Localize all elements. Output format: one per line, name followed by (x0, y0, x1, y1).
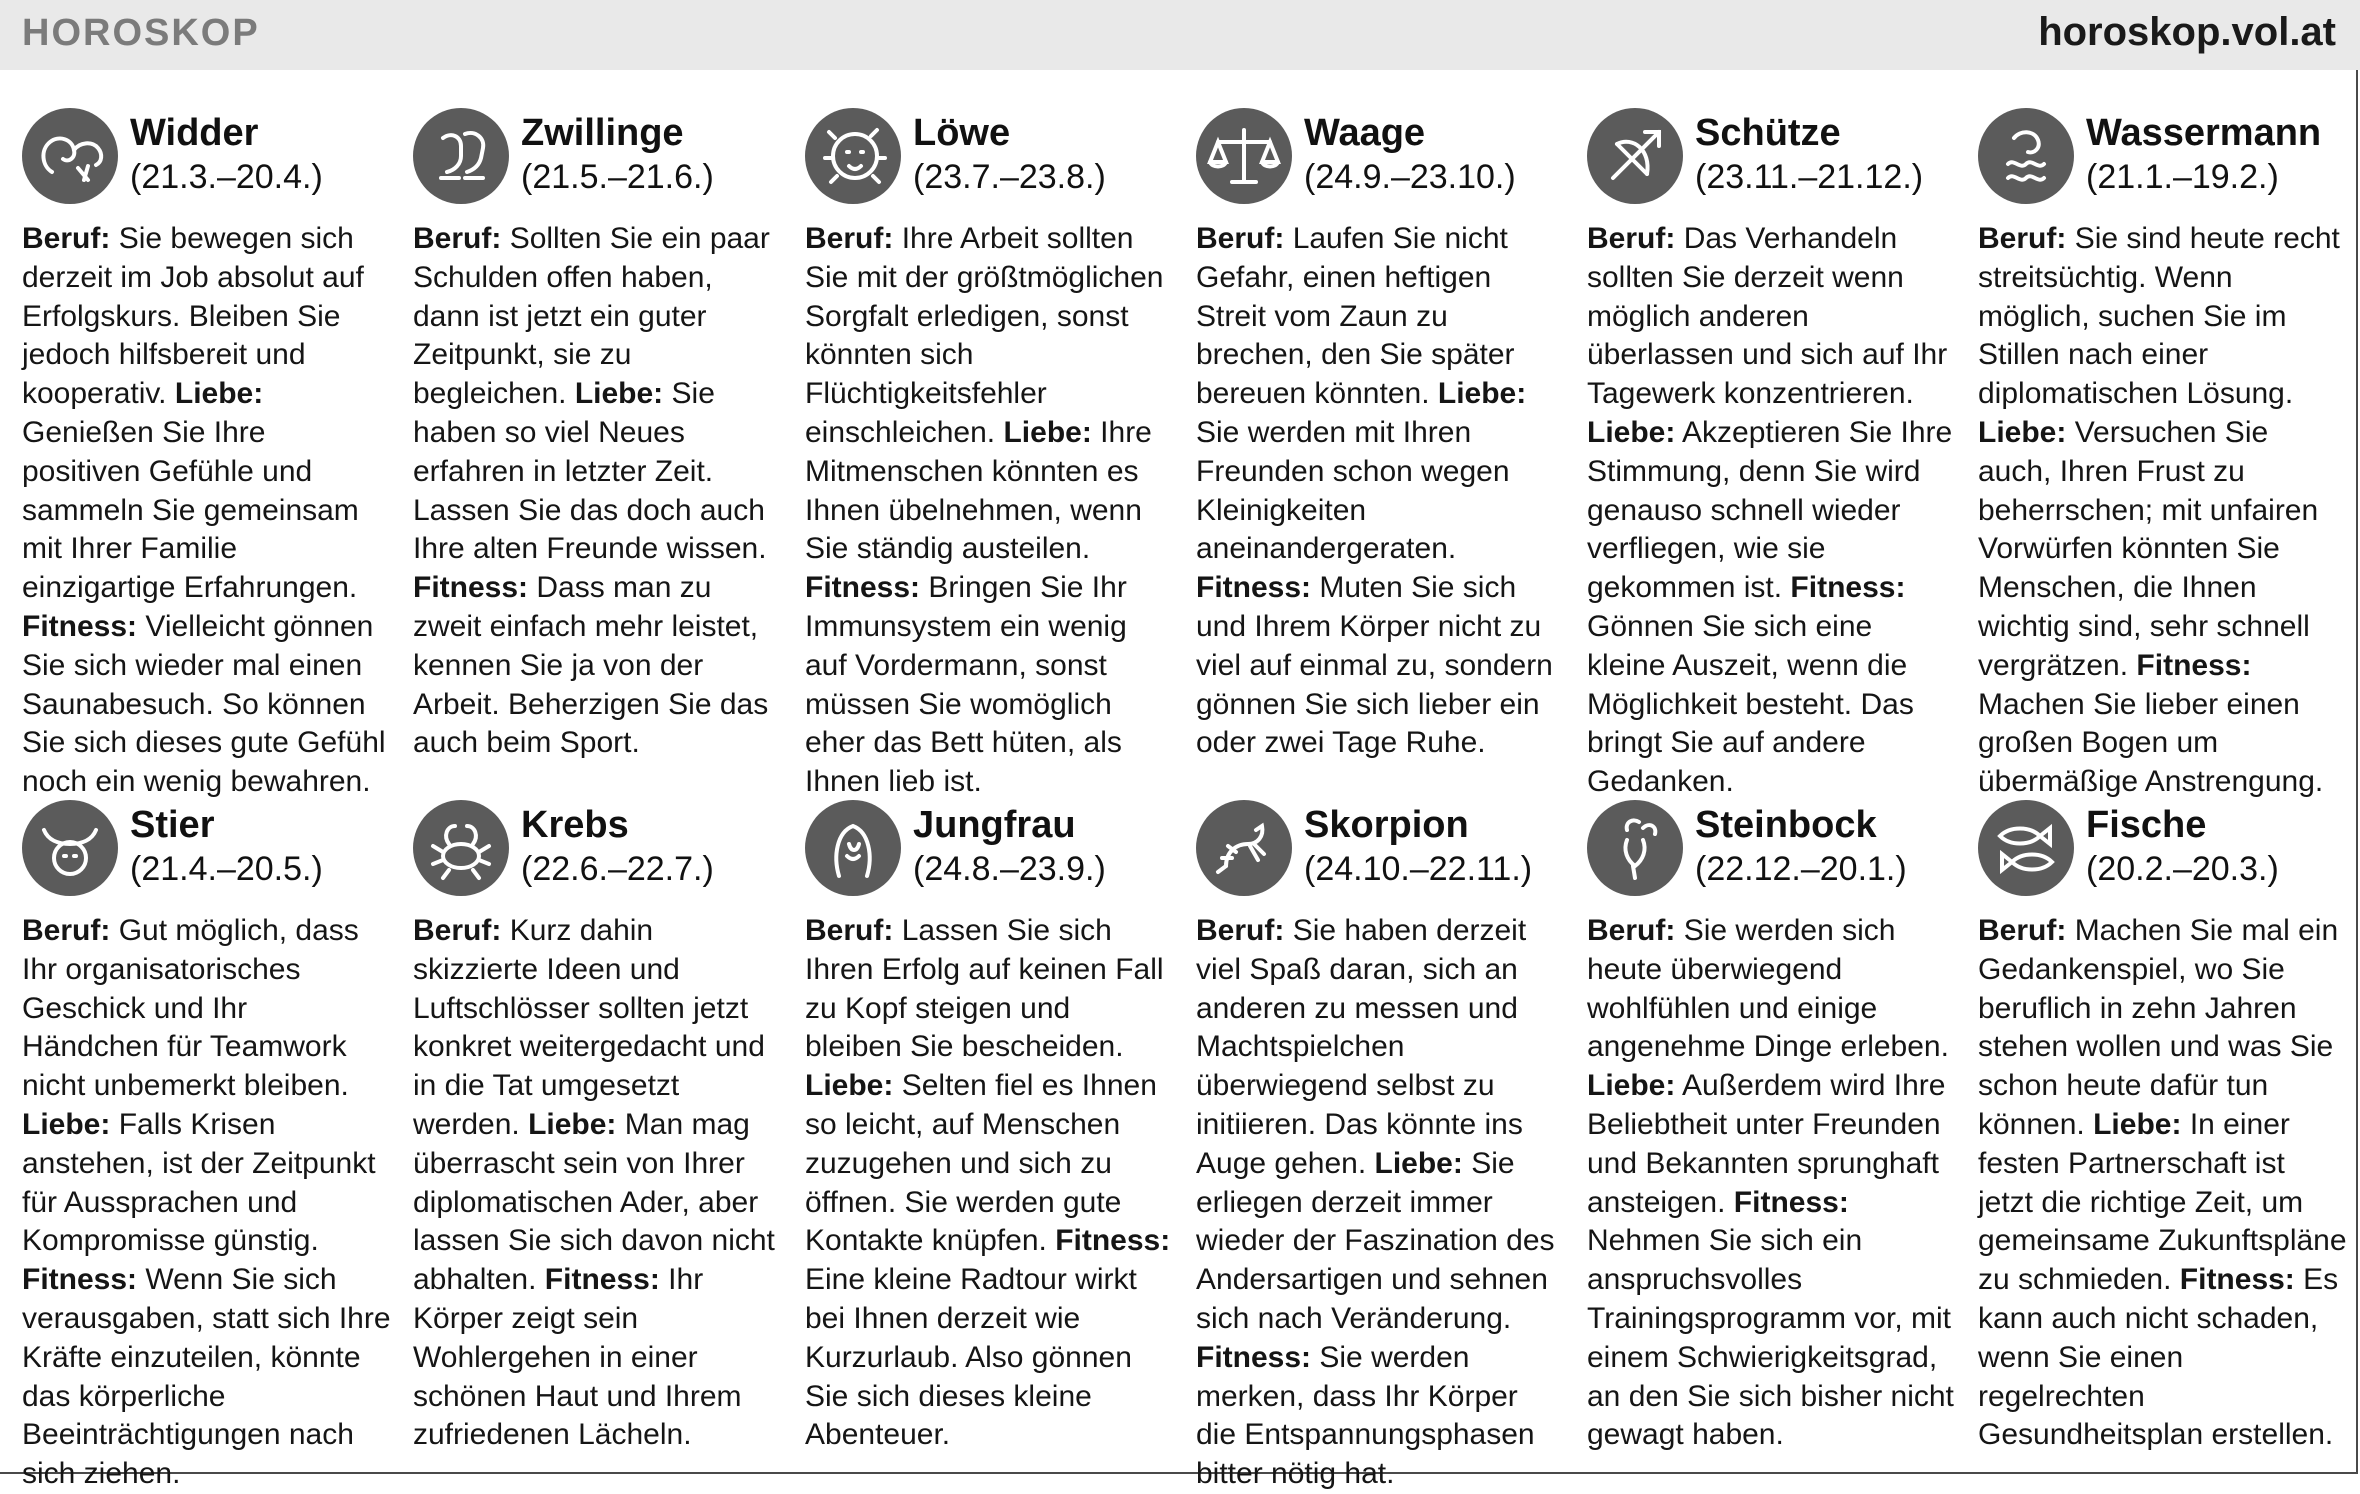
twins-icon (413, 108, 509, 204)
label-beruf: Beruf: (1978, 222, 2067, 255)
sign-text (22, 220, 392, 802)
page-title: HOROSKOP (22, 12, 260, 54)
text-liebe: Falls Krisen anstehen, ist der Zeitpunkt für Aussprachen und Kompromisse günstig. (22, 1107, 376, 1258)
text-fitness: Dass man zu zweit einfach mehr leistet, kennen Sie ja von der Arbeit. Beherzigen Sie das auch beim Sport. (413, 571, 769, 760)
text-beruf: Machen Sie mal ein Gedankenspiel, wo Sie beruflich in zehn Jahren stehen wollen und was Sie schon heute dafür tun können. (1978, 914, 2339, 1141)
sign-card-widder (22, 108, 392, 802)
water-bearer-icon (1978, 108, 2074, 204)
label-liebe: Liebe: (1978, 415, 2067, 449)
text-liebe: Man mag überrascht sein von Ihrer diplomatischen Ader, aber lassen Sie sich davon nicht abhalten. (413, 1107, 775, 1297)
sign-card-zwillinge (413, 108, 783, 763)
label-fitness: Fitness: (2179, 1263, 2295, 1297)
label-beruf: Beruf: (1196, 914, 1285, 947)
sign-dates: (24.9.–23.10.) (1304, 158, 1516, 196)
text-fitness: Sie werden merken, dass Ihr Körper die Entspannungsphasen bitter nötig hat. (1196, 1340, 1535, 1491)
label-fitness: Fitness: (22, 1263, 138, 1297)
scales-icon (1196, 108, 1292, 204)
label-liebe: Liebe: (1587, 415, 1676, 449)
text-beruf: Lassen Sie sich Ihren Erfolg auf keinen Fall zu Kopf steigen und bleiben Sie bescheiden. (805, 914, 1164, 1064)
scorpion-icon (1196, 800, 1292, 896)
sign-text (413, 912, 783, 1455)
text-beruf: Kurz dahin skizzierte Ideen und Luftschlösser sollten jetzt konkret weitergedacht und in die Tat umgesetzt werden. (413, 914, 765, 1141)
label-fitness: Fitness: (1733, 1185, 1849, 1219)
text-liebe: Genießen Sie Ihre positiven Gefühle und sammeln Sie gemeinsam mit Ihrer Familie einzigartige Erfahrungen. (22, 415, 359, 605)
sign-dates: (21.1.–19.2.) (2086, 158, 2279, 196)
sign-name: Steinbock (1695, 804, 1877, 846)
text-fitness: Nehmen Sie sich ein anspruchsvolles Trainingsprogramm vor, mit einem Schwierigkeitsgrad, an den Sie sich bisher nicht gewagt haben. (1587, 1224, 1954, 1452)
sign-text (1978, 912, 2348, 1455)
text-liebe: Versuchen Sie auch, Ihren Frust zu beherrschen; mit unfairen Vorwürfen könnten Sie Menschen, die Ihnen wichtig sind, sehr schnell vergrätzen. (1978, 415, 2319, 682)
label-beruf: Beruf: (1587, 914, 1676, 947)
sign-card-skorpion (1196, 800, 1566, 1494)
label-fitness: Fitness: (1196, 1340, 1312, 1374)
sign-text (805, 912, 1175, 1455)
text-beruf: Gut möglich, dass Ihr organisatorisches Geschick und Ihr Händchen für Teamwork nicht unbemerkt bleiben. (22, 914, 359, 1103)
label-beruf: Beruf: (1978, 914, 2067, 947)
label-liebe: Liebe: (22, 1107, 111, 1141)
text-fitness: Machen Sie lieber einen großen Bogen um übermäßige Anstrengung. (1978, 687, 2324, 799)
label-fitness: Fitness: (805, 571, 921, 605)
sign-card-loewe (805, 108, 1175, 802)
sign-dates: (23.11.–21.12.) (1695, 158, 1924, 196)
sign-text (1587, 912, 1957, 1455)
sign-dates: (20.2.–20.3.) (2086, 850, 2279, 888)
text-liebe: Außerdem wird Ihre Beliebtheit unter Freunden und Bekannten sprunghaft ansteigen. (1587, 1069, 1946, 1219)
lion-icon (805, 108, 901, 204)
sign-name: Löwe (913, 112, 1011, 154)
sign-name: Stier (130, 804, 215, 846)
text-liebe: Sie erliegen derzeit immer wieder der Faszination des Andersartigen und sehnen sich nach Veränderung. (1196, 1146, 1555, 1335)
sign-card-steinbock (1587, 800, 1957, 1455)
text-liebe: Sie werden mit Ihren Freunden schon wegen Kleinigkeiten aneinandergeraten. (1196, 415, 1510, 566)
text-fitness: Vielleicht gönnen Sie sich wieder mal einen Saunabesuch. So können Sie sich dieses gute Gefühl noch ein wenig bewahren. (22, 609, 386, 799)
ram-icon (22, 108, 118, 204)
text-fitness: Wenn Sie sich verausgaben, statt sich Ihre Kräfte einzuteilen, könnte das körperliche Beeinträchtigungen nach sich ziehen. (22, 1263, 391, 1491)
virgin-icon (805, 800, 901, 896)
sign-name: Fische (2086, 804, 2207, 846)
text-liebe: Sie haben so viel Neues erfahren in letzter Zeit. Lassen Sie das doch auch Ihre alten Freunde wissen. (413, 377, 767, 566)
text-beruf: Sollten Sie ein paar Schulden offen haben, dann ist jetzt ein guter Zeitpunkt, sie zu begleichen. (413, 222, 770, 411)
text-fitness: Muten Sie sich und Ihrem Körper nicht zu viel auf einmal zu, sondern gönnen Sie sich lieber ein oder zwei Tage Ruhe. (1196, 571, 1553, 760)
sign-dates: (23.7.–23.8.) (913, 158, 1106, 196)
sign-text (1978, 220, 2348, 802)
label-beruf: Beruf: (22, 222, 111, 255)
label-liebe: Liebe: (1374, 1146, 1463, 1180)
sign-dates: (21.3.–20.4.) (130, 158, 323, 196)
label-liebe: Liebe: (174, 377, 264, 411)
sign-text (805, 220, 1175, 802)
label-liebe: Liebe: (528, 1107, 617, 1141)
label-liebe: Liebe: (1003, 415, 1092, 449)
text-beruf: Sie haben derzeit viel Spaß daran, sich an anderen zu messen und Machtspielchen überwiegend selbst zu initiieren. Das könnte ins Auge gehen. (1196, 914, 1527, 1180)
label-beruf: Beruf: (1196, 222, 1285, 255)
label-liebe: Liebe: (1437, 377, 1527, 411)
text-beruf: Sie bewegen sich derzeit im Job absolut auf Erfolgskurs. Bleiben Sie jedoch hilfsbereit und kooperativ. (22, 222, 364, 411)
sign-text (1196, 220, 1566, 763)
label-fitness: Fitness: (22, 609, 138, 643)
text-beruf: Das Verhandeln sollten Sie derzeit wenn möglich anderen überlassen und sich auf Ihr Tagewerk konzentrieren. (1587, 222, 1948, 411)
sign-card-wassermann (1978, 108, 2348, 802)
label-beruf: Beruf: (805, 914, 894, 947)
sign-dates: (24.8.–23.9.) (913, 850, 1106, 888)
sign-dates: (21.4.–20.5.) (130, 850, 323, 888)
text-fitness: Eine kleine Radtour wirkt bei Ihnen derzeit wie Kurzurlaub. Also gönnen Sie sich dieses kleine Abenteuer. (805, 1263, 1137, 1452)
sign-dates: (24.10.–22.11.) (1304, 850, 1533, 888)
sign-dates: (21.5.–21.6.) (521, 158, 714, 196)
sign-text (413, 220, 783, 763)
text-liebe: Ihre Mitmenschen könnten es Ihnen übelnehmen, wenn Sie ständig austeilen. (805, 415, 1152, 566)
fish-icon (1978, 800, 2074, 896)
sign-dates: (22.12.–20.1.) (1695, 850, 1907, 888)
sign-text (1196, 912, 1566, 1494)
bull-icon (22, 800, 118, 896)
label-fitness: Fitness: (1055, 1224, 1171, 1258)
label-liebe: Liebe: (574, 377, 664, 411)
text-beruf: Sie werden sich heute überwiegend wohlfühlen und einige angenehme Dinge erleben. (1587, 914, 1949, 1064)
sign-text (22, 912, 392, 1494)
label-beruf: Beruf: (413, 914, 502, 947)
sign-card-stier (22, 800, 392, 1494)
sign-dates: (22.6.–22.7.) (521, 850, 714, 888)
label-fitness: Fitness: (1196, 571, 1312, 605)
site-link[interactable]: horoskop.vol.at (2038, 10, 2336, 54)
text-fitness: Bringen Sie Ihr Immunsystem ein wenig auf Vordermann, sonst müssen Sie womöglich eher das Bett hüten, als Ihnen lieb ist. (805, 571, 1127, 799)
sign-name: Zwillinge (521, 112, 684, 154)
sign-name: Waage (1304, 112, 1426, 154)
text-beruf: Sie sind heute recht streitsüchtig. Wenn möglich, suchen Sie im Stillen nach einer diplomatischen Lösung. (1978, 222, 2340, 411)
label-liebe: Liebe: (2093, 1107, 2182, 1141)
sign-name: Skorpion (1304, 804, 1469, 846)
archer-icon (1587, 108, 1683, 204)
crab-icon (413, 800, 509, 896)
label-beruf: Beruf: (805, 222, 894, 255)
label-fitness: Fitness: (544, 1263, 660, 1297)
label-liebe: Liebe: (805, 1069, 894, 1103)
label-beruf: Beruf: (413, 222, 502, 255)
label-beruf: Beruf: (1587, 222, 1676, 255)
label-fitness: Fitness: (413, 571, 529, 605)
sign-name: Jungfrau (913, 804, 1076, 846)
sign-card-fische (1978, 800, 2348, 1455)
text-fitness: Ihr Körper zeigt sein Wohlergehen in einer schönen Haut und Ihrem zufriedenen Lächeln. (413, 1263, 742, 1452)
label-fitness: Fitness: (1790, 571, 1906, 605)
text-fitness: Gönnen Sie sich eine kleine Auszeit, wenn die Möglichkeit besteht. Das bringt Sie auf andere Gedanken. (1587, 609, 1914, 799)
sign-card-schuetze (1587, 108, 1957, 802)
text-fitness: Es kann auch nicht schaden, wenn Sie einen regelrechten Gesundheitsplan erstellen. (1978, 1263, 2339, 1452)
text-liebe: Akzeptieren Sie Ihre Stimmung, denn Sie wird genauso schnell wieder verfliegen, wie sie gekommen ist. (1587, 415, 1953, 605)
label-fitness: Fitness: (2136, 648, 2252, 682)
sign-name: Wassermann (2086, 112, 2322, 154)
text-beruf: Laufen Sie nicht Gefahr, einen heftigen Streit vom Zaun zu brechen, den Sie später bereuen könnten. (1196, 222, 1515, 411)
sign-card-jungfrau (805, 800, 1175, 1455)
sign-name: Widder (130, 112, 259, 154)
sign-card-waage (1196, 108, 1566, 763)
ibex-icon (1587, 800, 1683, 896)
label-beruf: Beruf: (22, 914, 111, 947)
text-liebe: Selten fiel es Ihnen so leicht, auf Menschen zuzugehen und sich zu öffnen. Sie werden gute Kontakte knüpfen. (805, 1069, 1157, 1258)
text-beruf: Ihre Arbeit sollten Sie mit der größtmöglichen Sorgfalt erledigen, sonst könnten sich Flüchtigkeitsfehler einschleichen. (805, 222, 1164, 449)
text-liebe: In einer festen Partnerschaft ist jetzt die richtige Zeit, um gemeinsame Zukunftspläne zu schmieden. (1978, 1107, 2347, 1297)
sign-card-krebs (413, 800, 783, 1455)
label-liebe: Liebe: (1587, 1069, 1676, 1103)
sign-text (1587, 220, 1957, 802)
sign-name: Schütze (1695, 112, 1841, 154)
sign-name: Krebs (521, 804, 629, 846)
